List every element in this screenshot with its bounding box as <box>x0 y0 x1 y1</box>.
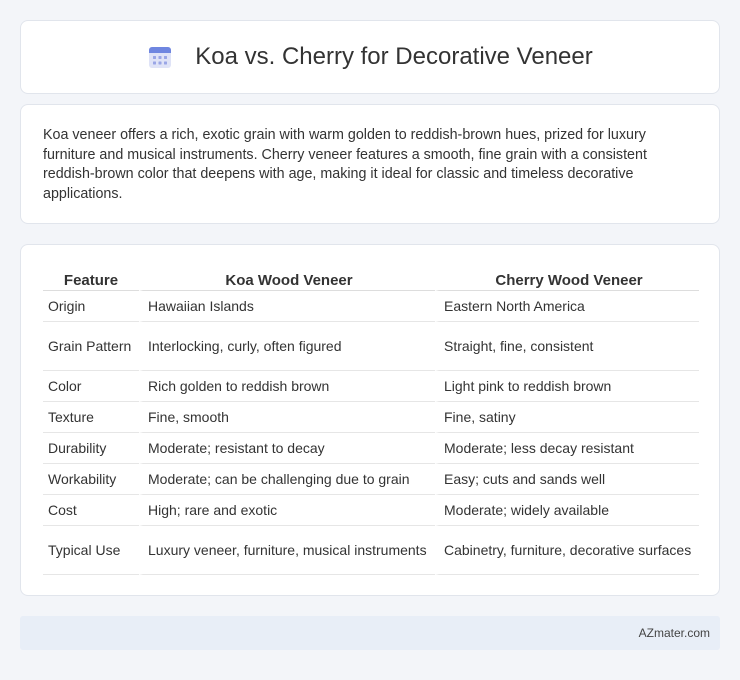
koa-cell: Rich golden to reddish brown <box>139 371 435 402</box>
feature-cell: Grain Pattern <box>43 322 139 371</box>
column-header: Feature <box>43 265 139 291</box>
cherry-cell: Moderate; widely available <box>435 495 699 526</box>
koa-cell: High; rare and exotic <box>139 495 435 526</box>
intro-text: Koa veneer offers a rich, exotic grain with warm golden to reddish-brown hues, prized for luxury furniture and musical instruments. Cherry veneer features a smooth, fine grain with a consistent reddish-brown color that deepens with age, making it ideal for classic and timeless decorative applications. <box>43 127 647 202</box>
column-header: Koa Wood Veneer <box>139 265 435 291</box>
table-row <box>43 291 699 322</box>
koa-cell: Interlocking, curly, often figured <box>139 322 435 371</box>
table-row <box>43 371 699 402</box>
comparison-card <box>20 244 720 596</box>
comparison-table <box>43 265 699 575</box>
cherry-cell: Light pink to reddish brown <box>435 371 699 402</box>
feature-cell: Durability <box>43 433 139 464</box>
title-card <box>20 20 720 94</box>
footer-brand[interactable]: AZmater.com <box>638 626 710 640</box>
table-header-row <box>43 265 699 291</box>
feature-cell: Texture <box>43 402 139 433</box>
feature-cell: Origin <box>43 291 139 322</box>
footer <box>20 616 720 650</box>
feature-cell: Color <box>43 371 139 402</box>
koa-cell: Luxury veneer, furniture, musical instruments <box>139 526 435 575</box>
feature-cell: Workability <box>43 464 139 495</box>
feature-cell: Typical Use <box>43 526 139 575</box>
koa-cell: Fine, smooth <box>139 402 435 433</box>
table-row <box>43 526 699 575</box>
table-row <box>43 402 699 433</box>
cherry-cell: Straight, fine, consistent <box>435 322 699 371</box>
cherry-cell: Easy; cuts and sands well <box>435 464 699 495</box>
table-row <box>43 464 699 495</box>
koa-cell: Moderate; resistant to decay <box>139 433 435 464</box>
table-row <box>43 322 699 371</box>
koa-cell: Hawaiian Islands <box>139 291 435 322</box>
cherry-cell: Cabinetry, furniture, decorative surfaces <box>435 526 699 575</box>
feature-cell: Cost <box>43 495 139 526</box>
table-row <box>43 433 699 464</box>
table-row <box>43 495 699 526</box>
intro-card <box>20 104 720 224</box>
koa-cell: Moderate; can be challenging due to grain <box>139 464 435 495</box>
cherry-cell: Fine, satiny <box>435 402 699 433</box>
cherry-cell: Eastern North America <box>435 291 699 322</box>
calendar-icon <box>147 44 173 70</box>
cherry-cell: Moderate; less decay resistant <box>435 433 699 464</box>
page-title: Koa vs. Cherry for Decorative Veneer <box>195 43 593 70</box>
column-header: Cherry Wood Veneer <box>435 265 699 291</box>
